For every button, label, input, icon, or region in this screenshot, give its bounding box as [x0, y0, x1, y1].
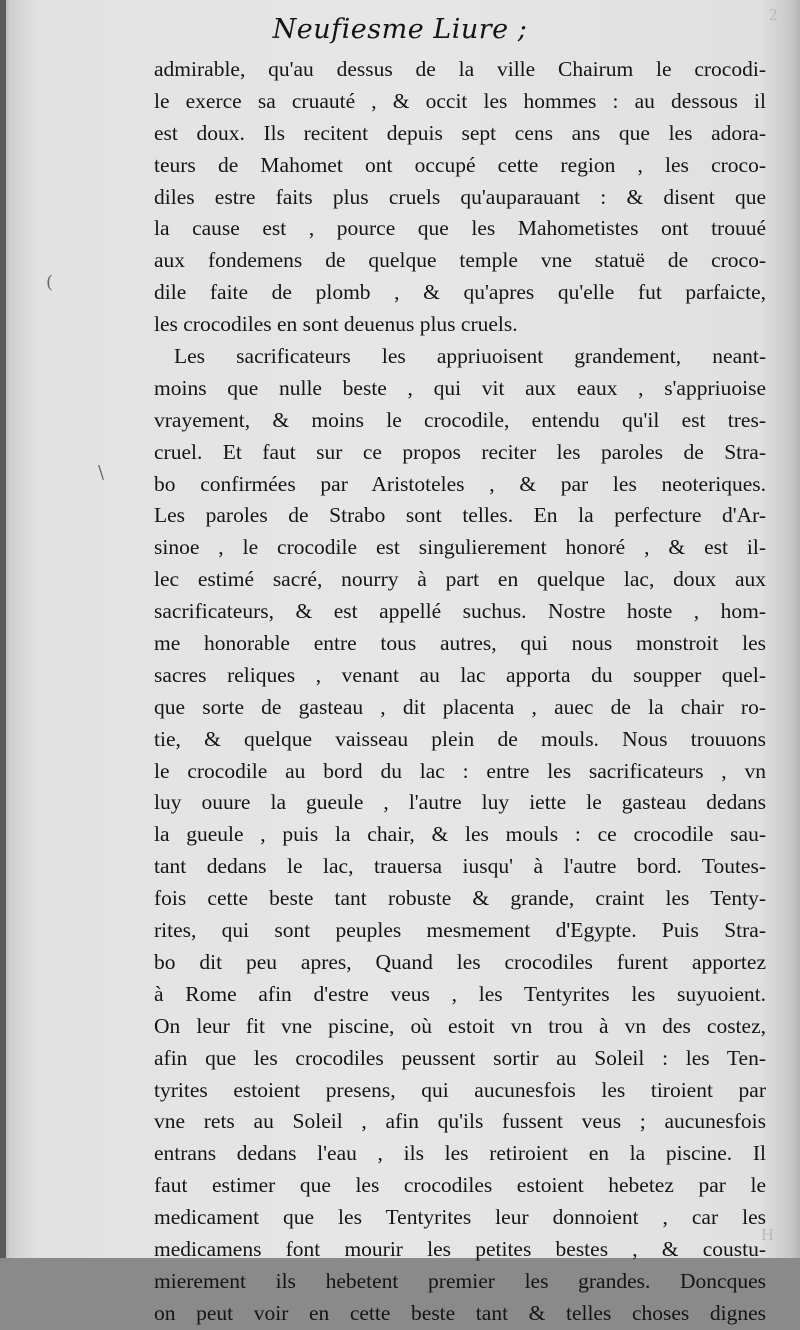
- text-line: On leur fit vne piscine, où estoit vn trou à vn des costez,: [154, 1013, 766, 1038]
- text-line: entrans dedans l'eau , ils les retiroient en la piscine. Il: [154, 1141, 766, 1166]
- text-line: afin que les crocodiles peussent sortir au Soleil : les Ten-: [154, 1045, 766, 1070]
- text-line: Les paroles de Strabo sont telles. En la perfecture d'Ar-: [154, 503, 766, 528]
- text-line: le exerce sa cruauté , & occit les hommes : au dessous il: [154, 88, 766, 113]
- text-line: la cause est , pource que les Mahometistes ont trouué: [154, 216, 766, 241]
- body-text: [154, 54, 766, 1330]
- text-line: on peut voir en cette beste tant & telles choses dignes: [154, 1300, 766, 1325]
- text-line: à Rome afin d'estre veus , les Tentyrites les suyuoient.: [154, 981, 766, 1006]
- margin-mark: \: [98, 462, 105, 483]
- text-line: faut estimer que les crocodiles estoient hebetez par le: [154, 1173, 766, 1198]
- text-line: sacres reliques , venant au lac apporta du soupper quel-: [154, 662, 766, 687]
- text-line: moins que nulle beste , qui vit aux eaux , s'appriuoise: [154, 375, 766, 400]
- text-line: fois cette beste tant robuste & grande, craint les Tenty-: [154, 886, 766, 911]
- text-line: tyrites estoient presens, qui aucunesfois les tiroient par: [154, 1077, 766, 1102]
- text-line: bo confirmées par Aristoteles , & par les neoteriques.: [154, 471, 766, 496]
- text-line: me honorable entre tous autres, qui nous monstroit les: [154, 631, 766, 656]
- text-line: les crocodiles en sont deuenus plus cruels.: [154, 312, 518, 337]
- bleed-through-mark: 2: [768, 6, 778, 24]
- text-line: dile faite de plomb , & qu'apres qu'elle fut parfaicte,: [154, 280, 766, 305]
- text-line: admirable, qu'au dessus de la ville Chairum le crocodi-: [154, 57, 766, 81]
- margin-mark: (: [46, 272, 54, 293]
- text-line: la gueule , puis la chair, & les mouls : ce crocodile sau-: [154, 822, 766, 847]
- text-line: tant dedans le lac, trauersa iusqu' à l'autre bord. Toutes-: [154, 854, 766, 879]
- text-line: le crocodile au bord du lac : entre les sacrificateurs , vn: [154, 758, 766, 783]
- text-line: lec estimé sacré, nourry à part en quelque lac, doux aux: [154, 567, 766, 592]
- text-line: mierement ils hebetent premier les grandes. Doncques: [154, 1268, 766, 1293]
- page-gutter-shadow: [0, 0, 6, 1258]
- running-head: Neufiesme Liure ;: [272, 14, 528, 45]
- text-line: teurs de Mahomet ont occupé cette region , les croco-: [154, 152, 766, 177]
- text-line: que sorte de gasteau , dit placenta , auec de la chair ro-: [154, 694, 766, 719]
- text-line: medicament que les Tentyrites leur donnoient , car les: [154, 1205, 766, 1230]
- text-line: Les sacrificateurs les appriuoisent grandement, neant-: [174, 344, 766, 369]
- text-line: vrayement, & moins le crocodile, entendu qu'il est tres-: [154, 407, 766, 432]
- text-line: luy ouure la gueule , l'autre luy iette le gasteau dedans: [154, 790, 766, 815]
- text-line: sinoe , le crocodile est singulierement honoré , & est il-: [154, 535, 766, 560]
- text-line: cruel. Et faut sur ce propos reciter les paroles de Stra-: [154, 439, 766, 464]
- text-line: diles estre faits plus cruels qu'auparauant : & disent que: [154, 184, 766, 209]
- bleed-through-mark: H: [760, 1226, 774, 1244]
- text-line: sacrificateurs, & est appellé suchus. Nostre hoste , hom-: [154, 599, 766, 624]
- text-line: aux fondemens de quelque temple vne statuë de croco-: [154, 248, 766, 273]
- text-line: est doux. Ils recitent depuis sept cens ans que les adora-: [154, 120, 766, 145]
- text-line: vne rets au Soleil , afin qu'ils fussent veus ; aucunesfois: [154, 1109, 766, 1134]
- text-line: tie, & quelque vaisseau plein de mouls. Nous trouuons: [154, 726, 766, 751]
- text-line: rites, qui sont peuples mesmement d'Egypte. Puis Stra-: [154, 918, 766, 943]
- text-line: bo dit peu apres, Quand les crocodiles furent apportez: [154, 949, 766, 974]
- text-line: medicamens font mourir les petites bestes , & coustu-: [154, 1236, 766, 1261]
